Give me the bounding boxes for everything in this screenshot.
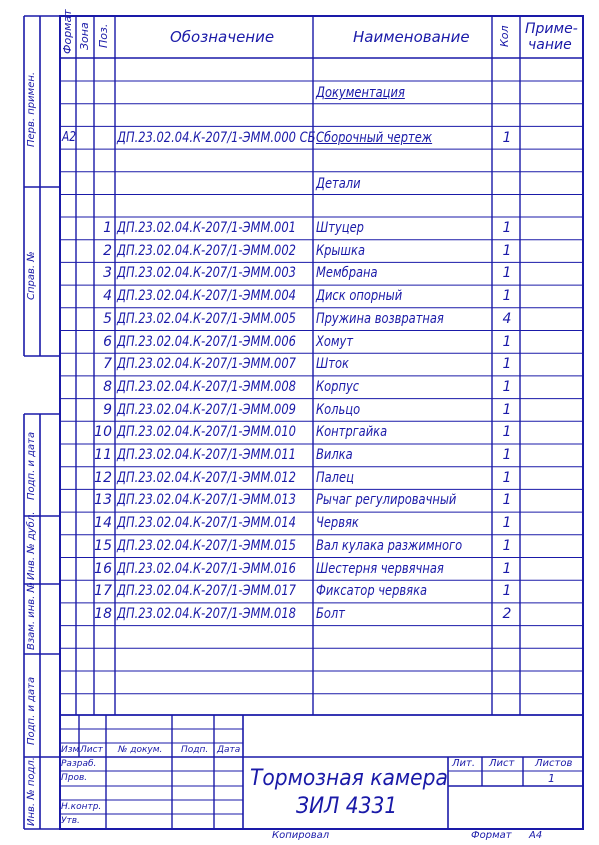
- item-designation: ДП.23.02.04.К-207/1-ЭММ.004: [117, 288, 296, 305]
- tb-sheet: Лист: [489, 758, 515, 769]
- item-designation: ДП.23.02.04.К-207/1-ЭММ.011: [117, 447, 296, 463]
- item-designation: ДП.23.02.04.К-207/1-ЭММ.018: [117, 605, 296, 622]
- item-designation: ДП.23.02.04.К-207/1-ЭММ.008: [117, 378, 296, 395]
- tb-n-dokum: № докум.: [118, 745, 163, 755]
- item-designation: ДП.23.02.04.К-207/1-ЭММ.006: [117, 333, 296, 350]
- assembly-name: Сборочный чертеж: [316, 130, 433, 146]
- item-name: Хомут: [316, 333, 354, 350]
- item-designation: ДП.23.02.04.К-207/1-ЭММ.017: [117, 583, 296, 600]
- item-qty: 1: [502, 537, 512, 554]
- item-pos: 10: [94, 424, 112, 441]
- tb-utv: Утв.: [61, 816, 80, 826]
- side-label-perv-primen: Перв. примен.: [26, 71, 37, 147]
- item-qty: 1: [502, 583, 512, 600]
- assembly-designation: ДП.23.02.04.К-207/1-ЭММ.000 СБ: [117, 130, 316, 146]
- item-name: Контргайка: [316, 424, 388, 441]
- item-pos: 9: [103, 401, 112, 418]
- item-pos: 7: [103, 356, 112, 373]
- item-qty: 1: [502, 469, 512, 486]
- item-name: Кольцо: [316, 401, 361, 418]
- item-pos: 17: [94, 583, 112, 600]
- item-designation: ДП.23.02.04.К-207/1-ЭММ.010: [117, 424, 296, 441]
- tb-format-value: А4: [529, 830, 543, 841]
- item-designation: ДП.23.02.04.К-207/1-ЭММ.005: [117, 310, 296, 327]
- header-zone: Зона: [78, 22, 91, 50]
- item-qty: 1: [502, 356, 512, 373]
- item-name: Рычаг регулировачный: [316, 492, 457, 509]
- header-designation: Обозначение: [170, 28, 275, 46]
- item-qty: 1: [502, 560, 512, 577]
- side-label-podp-data-2: Подп. и дата: [26, 676, 37, 745]
- section-details: Детали: [316, 176, 361, 192]
- tb-format-label: Формат: [471, 830, 512, 841]
- item-pos: 15: [94, 537, 112, 554]
- header-pos: Поз.: [97, 23, 110, 48]
- section-documentation: Документация: [316, 85, 405, 101]
- item-qty: 1: [502, 378, 512, 395]
- item-designation: ДП.23.02.04.К-207/1-ЭММ.009: [117, 401, 296, 418]
- item-name: Мембрана: [316, 265, 378, 282]
- item-pos: 14: [94, 515, 112, 532]
- item-name: Болт: [316, 605, 345, 622]
- assembly-format: А2: [62, 130, 77, 145]
- item-designation: ДП.23.02.04.К-207/1-ЭММ.014: [117, 515, 296, 532]
- item-qty: 1: [502, 288, 512, 305]
- item-qty: 1: [502, 492, 512, 509]
- item-name: Вилка: [316, 447, 353, 463]
- tb-list: Лист: [80, 745, 103, 755]
- side-label-inv-dubl: Инв. № дубл.: [26, 511, 37, 580]
- item-name: Вал кулака разжимного: [316, 537, 463, 554]
- side-label-podp-data-1: Подп. и дата: [26, 431, 37, 500]
- header-format: Формат: [61, 9, 74, 54]
- tb-n-kontr: Н.контр.: [61, 802, 102, 812]
- item-designation: ДП.23.02.04.К-207/1-ЭММ.016: [117, 560, 296, 577]
- item-pos: 4: [103, 288, 112, 305]
- header-note-2: чание: [528, 37, 572, 53]
- item-designation: ДП.23.02.04.К-207/1-ЭММ.007: [117, 356, 296, 373]
- item-designation: ДП.23.02.04.К-207/1-ЭММ.002: [117, 242, 296, 259]
- item-name: Червяк: [316, 515, 359, 532]
- side-label-inv-podl: Инв. № подл.: [26, 757, 37, 826]
- item-designation: ДП.23.02.04.К-207/1-ЭММ.013: [117, 492, 296, 509]
- side-label-sprav: Справ. №: [26, 251, 37, 300]
- item-pos: 5: [103, 310, 112, 327]
- header-qty: Кол: [498, 25, 511, 47]
- item-designation: ДП.23.02.04.К-207/1-ЭММ.015: [117, 537, 296, 554]
- tb-izm: Изм: [61, 745, 80, 755]
- tb-lit: Лит.: [452, 758, 476, 769]
- item-name: Штуцер: [316, 220, 364, 236]
- item-name: Шток: [316, 356, 349, 373]
- item-pos: 13: [94, 492, 112, 509]
- item-qty: 1: [502, 333, 512, 350]
- item-name: Палец: [316, 469, 354, 486]
- tb-sheets-value: 1: [548, 772, 555, 785]
- item-qty: 1: [502, 447, 512, 463]
- item-qty: 1: [502, 424, 512, 441]
- tb-razrab: Разраб.: [61, 759, 97, 769]
- item-name: Фиксатор червяка: [316, 583, 428, 600]
- item-qty: 4: [502, 310, 512, 327]
- assembly-qty: 1: [502, 130, 512, 146]
- tb-sheets: Листов: [535, 758, 573, 769]
- item-qty: 1: [502, 265, 512, 282]
- tb-copied: Копировал: [272, 830, 330, 841]
- document-title-line1: Тормозная камера: [250, 766, 448, 791]
- side-label-vzam-inv: Взам. инв. №: [26, 582, 37, 650]
- item-qty: 1: [502, 242, 512, 259]
- tb-data: Дата: [217, 745, 241, 755]
- item-name: Крышка: [316, 242, 365, 259]
- item-name: Диск опорный: [316, 288, 403, 305]
- item-qty: 1: [502, 220, 512, 236]
- item-pos: 2: [103, 242, 112, 259]
- item-pos: 16: [94, 560, 112, 577]
- item-pos: 3: [103, 265, 112, 282]
- item-qty: 1: [502, 401, 512, 418]
- tb-prov: Пров.: [61, 773, 88, 783]
- item-qty: 2: [502, 605, 512, 622]
- tb-podp: Подп.: [181, 745, 209, 755]
- document-title-line2: ЗИЛ 4331: [296, 794, 398, 819]
- item-pos: 18: [94, 605, 112, 622]
- item-pos: 8: [103, 378, 112, 395]
- item-designation: ДП.23.02.04.К-207/1-ЭММ.001: [117, 220, 296, 236]
- item-name: Пружина возвратная: [316, 310, 444, 327]
- item-designation: ДП.23.02.04.К-207/1-ЭММ.012: [117, 469, 296, 486]
- item-name: Корпус: [316, 378, 360, 395]
- header-note-1: Приме-: [525, 21, 578, 37]
- item-pos: 12: [94, 469, 112, 486]
- item-name: Шестерня червячная: [316, 560, 444, 577]
- header-name: Наименование: [353, 28, 470, 46]
- item-pos: 11: [94, 447, 112, 463]
- item-designation: ДП.23.02.04.К-207/1-ЭММ.003: [117, 265, 296, 282]
- item-qty: 1: [502, 515, 512, 532]
- item-pos: 1: [103, 220, 112, 236]
- item-pos: 6: [103, 333, 112, 350]
